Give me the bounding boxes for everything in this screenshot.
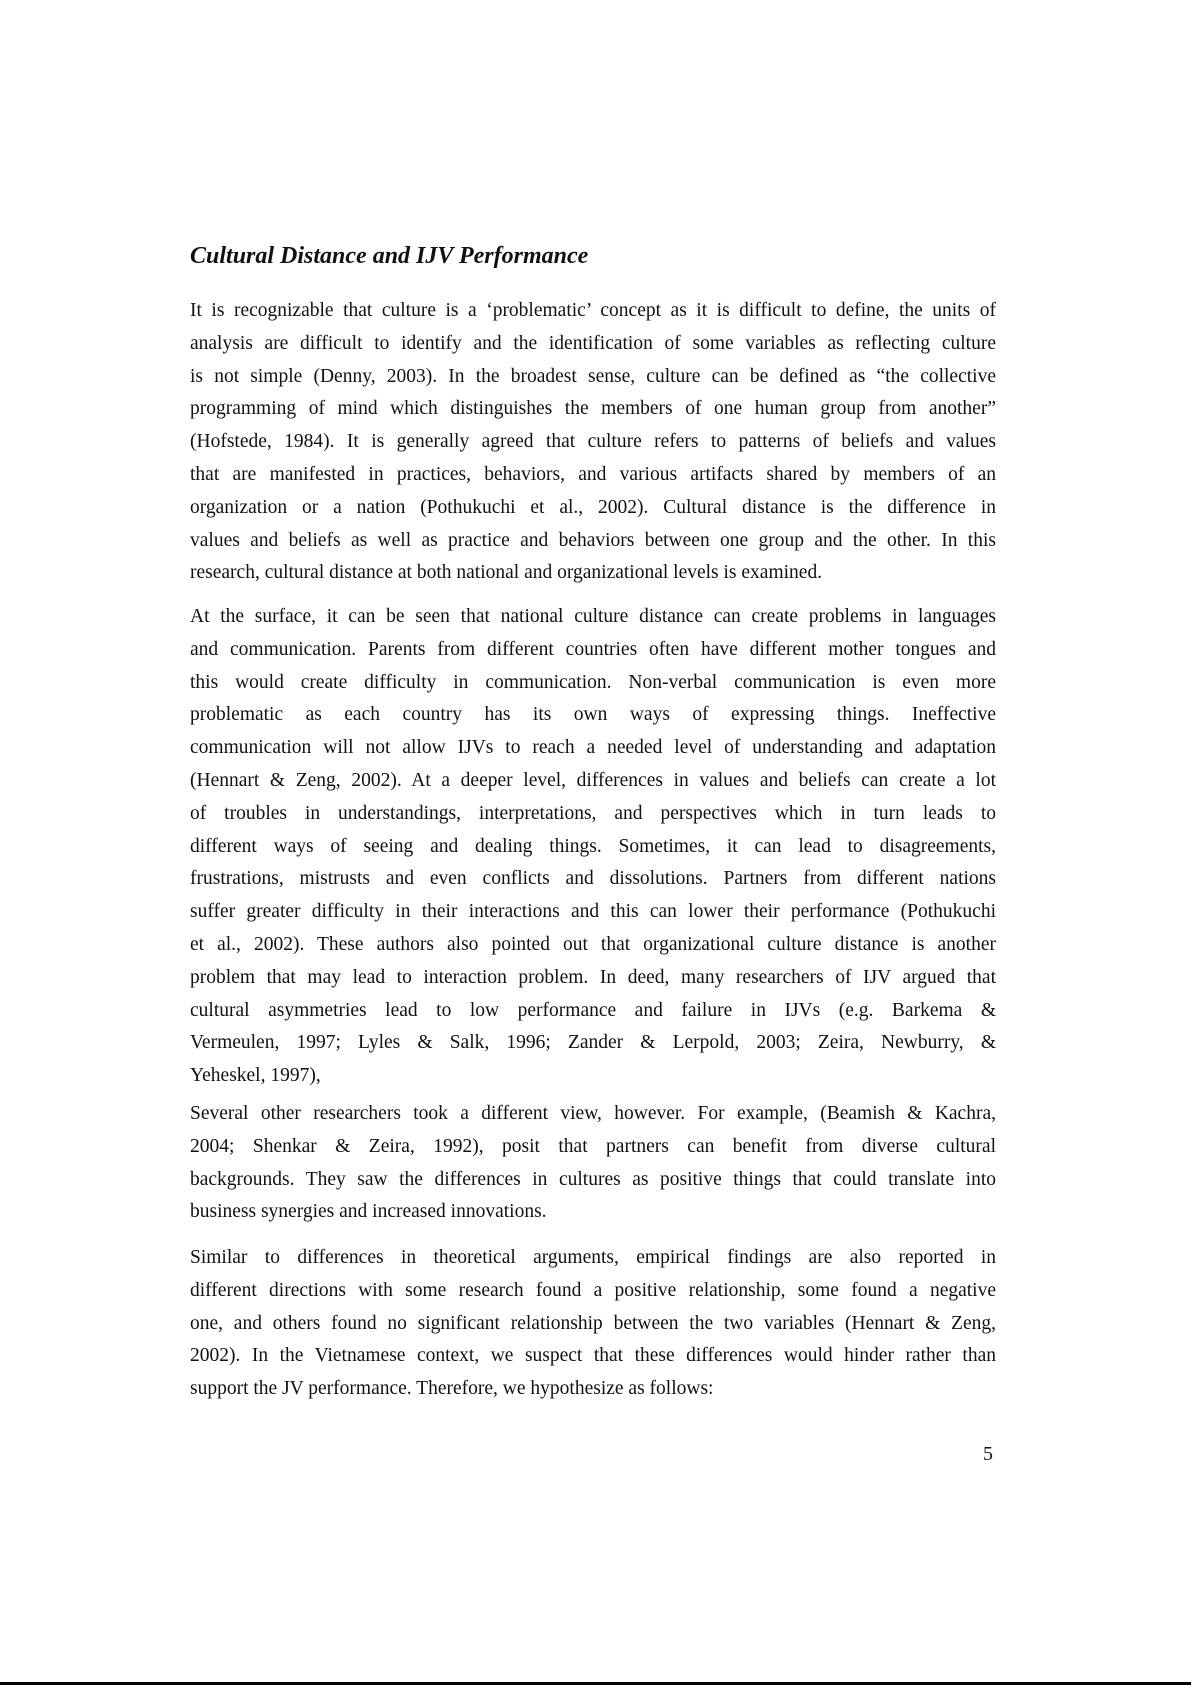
text-line: backgrounds. They saw the differences in cultures as positive things that could translate into	[190, 1168, 996, 1190]
text-line: frustrations, mistrusts and even conflicts and dissolutions. Partners from different nations	[190, 868, 996, 890]
text-line: (Hennart & Zeng, 2002). At a deeper level, differences in values and beliefs can create a lot	[190, 769, 996, 791]
text-line: business synergies and increased innovations.	[190, 1201, 547, 1223]
text-line: programming of mind which distinguishes the members of one human group from another”	[190, 398, 996, 420]
text-line: this would create difficulty in communication. Non-verbal communication is even more	[190, 671, 996, 693]
text-line: values and beliefs as well as practice and behaviors between one group and the other. In this	[190, 529, 996, 551]
text-line: that are manifested in practices, behaviors, and various artifacts shared by members of an	[190, 463, 996, 485]
text-line: Several other researchers took a different view, however. For example, (Beamish & Kachra,	[190, 1103, 996, 1124]
text-line: Similar to differences in theoretical arguments, empirical findings are also reported in	[190, 1247, 996, 1268]
section-heading: Cultural Distance and IJV Performance	[190, 243, 589, 269]
paragraph-4	[190, 1242, 996, 1406]
text-line: and communication. Parents from different countries often have different mother tongues and	[190, 638, 996, 660]
text-line: of troubles in understandings, interpretations, and perspectives which in turn leads to	[190, 802, 996, 824]
paragraph-1	[190, 295, 996, 590]
text-line: It is recognizable that culture is a ‘problematic’ concept as it is difficult to define, the units of	[190, 300, 996, 321]
text-line: Vermeulen, 1997; Lyles & Salk, 1996; Zander & Lerpold, 2003; Zeira, Newburry, &	[190, 1032, 996, 1054]
text-line: 2004; Shenkar & Zeira, 1992), posit that partners can benefit from diverse cultural	[190, 1135, 996, 1157]
paragraph-2	[190, 601, 996, 1093]
text-line: cultural asymmetries lead to low performance and failure in IJVs (e.g. Barkema &	[190, 999, 996, 1021]
text-line: is not simple (Denny, 2003). In the broadest sense, culture can be defined as “the collective	[190, 365, 996, 387]
text-line: communication will not allow IJVs to reach a needed level of understanding and adaptation	[190, 737, 996, 759]
text-line: At the surface, it can be seen that national culture distance can create problems in languages	[190, 606, 996, 627]
text-line: et al., 2002). These authors also pointed out that organizational culture distance is another	[190, 933, 996, 955]
text-line: 2002). In the Vietnamese context, we suspect that these differences would hinder rather than	[190, 1345, 996, 1367]
text-line: different ways of seeing and dealing things. Sometimes, it can lead to disagreements,	[190, 835, 996, 857]
text-line: support the JV performance. Therefore, we hypothesize as follows:	[190, 1378, 714, 1400]
text-line: analysis are difficult to identify and the identification of some variables as reflecting culture	[190, 332, 996, 354]
text-line: different directions with some research found a positive relationship, some found a negative	[190, 1279, 996, 1301]
text-line: problematic as each country has its own ways of expressing things. Ineffective	[190, 704, 996, 726]
text-line: (Hofstede, 1984). It is generally agreed that culture refers to patterns of beliefs and values	[190, 431, 996, 453]
text-line: suffer greater difficulty in their interactions and this can lower their performance (Pothukuchi	[190, 901, 996, 923]
text-line: problem that may lead to interaction problem. In deed, many researchers of IJV argued that	[190, 966, 996, 988]
text-line: organization or a nation (Pothukuchi et al., 2002). Cultural distance is the difference in	[190, 496, 996, 518]
text-line: one, and others found no significant relationship between the two variables (Hennart & Zeng,	[190, 1312, 996, 1334]
paragraph-3	[190, 1098, 996, 1229]
page-number: 5	[983, 1443, 993, 1465]
text-line: research, cultural distance at both national and organizational levels is examined.	[190, 562, 823, 584]
text-line: Yeheskel, 1997),	[190, 1065, 321, 1087]
